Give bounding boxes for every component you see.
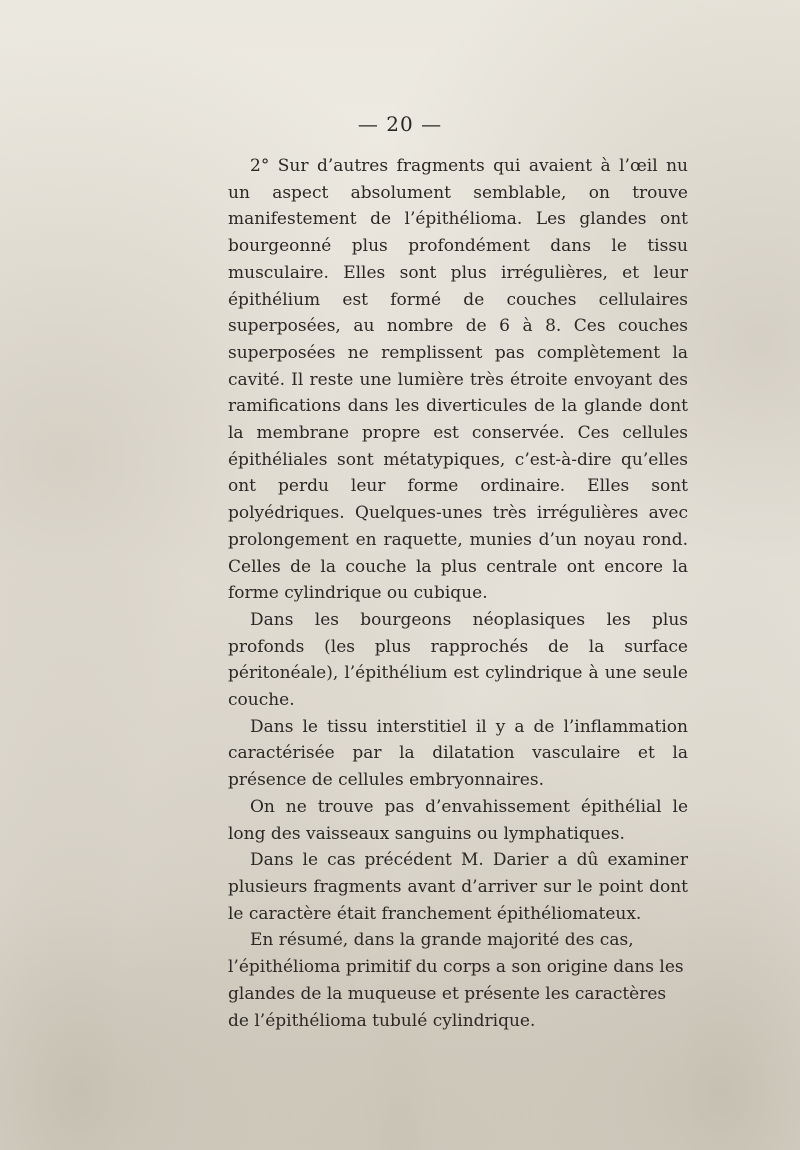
paragraph-1: 2° Sur d’autres fragments qui avaient à l’œil nu un aspect absolument semblable, on trouve manifestement de l’épithélioma. Les glandes ont bourgeonné plus profondément dans le tissu musculaire. Elles sont plus irrégulières, et leur épithélium est formé de couches cellulaires superposées, au nombre de 6 à 8. Ces couches superposées ne remplissent pas complètement la cavité. Il reste une lumière très étroite envoyant des ramifications dans les diverticules de la glande dont la membrane propre est conservée. Ces cellules épithéliales sont métatypiques, c’est-à-dire qu’elles ont perdu leur forme ordinaire. Elles sont polyédriques. Quelques-unes très irrégulières avec prolongement en raquette, munies d’un noyau rond. Celles de la couche la plus centrale ont encore la forme cylindrique ou cubique. — [228, 156, 688, 604]
body-text — [228, 153, 688, 1034]
paragraph-6: En résumé, dans la grande majorité des cas, l’épithélioma primitif du corps a son origine dans les glandes de la muqueuse et présente les caractères de l’épithélioma tubulé cylindrique. — [228, 930, 684, 1031]
page-number-header: — 20 — — [357, 112, 443, 136]
paragraph-3: Dans le tissu interstitiel il y a de l’inflammation caractérisée par la dilatation vasculaire et la présence de cellules embryonnaires. — [228, 716, 688, 791]
paragraph-2: Dans les bourgeons néoplasiques les plus profonds (les plus rapprochés de la surface péritonéale), l’épithélium est cylindrique à une seule couche. — [228, 609, 688, 711]
paragraph-4: On ne trouve pas d’envahissement épithélial le long des vaisseaux sanguins ou lymphatiques. — [228, 796, 688, 844]
paragraph-5: Dans le cas précédent M. Darier a dû examiner plusieurs fragments avant d’arriver sur le point dont le caractère était franchement épithéliomateux. — [228, 850, 688, 924]
